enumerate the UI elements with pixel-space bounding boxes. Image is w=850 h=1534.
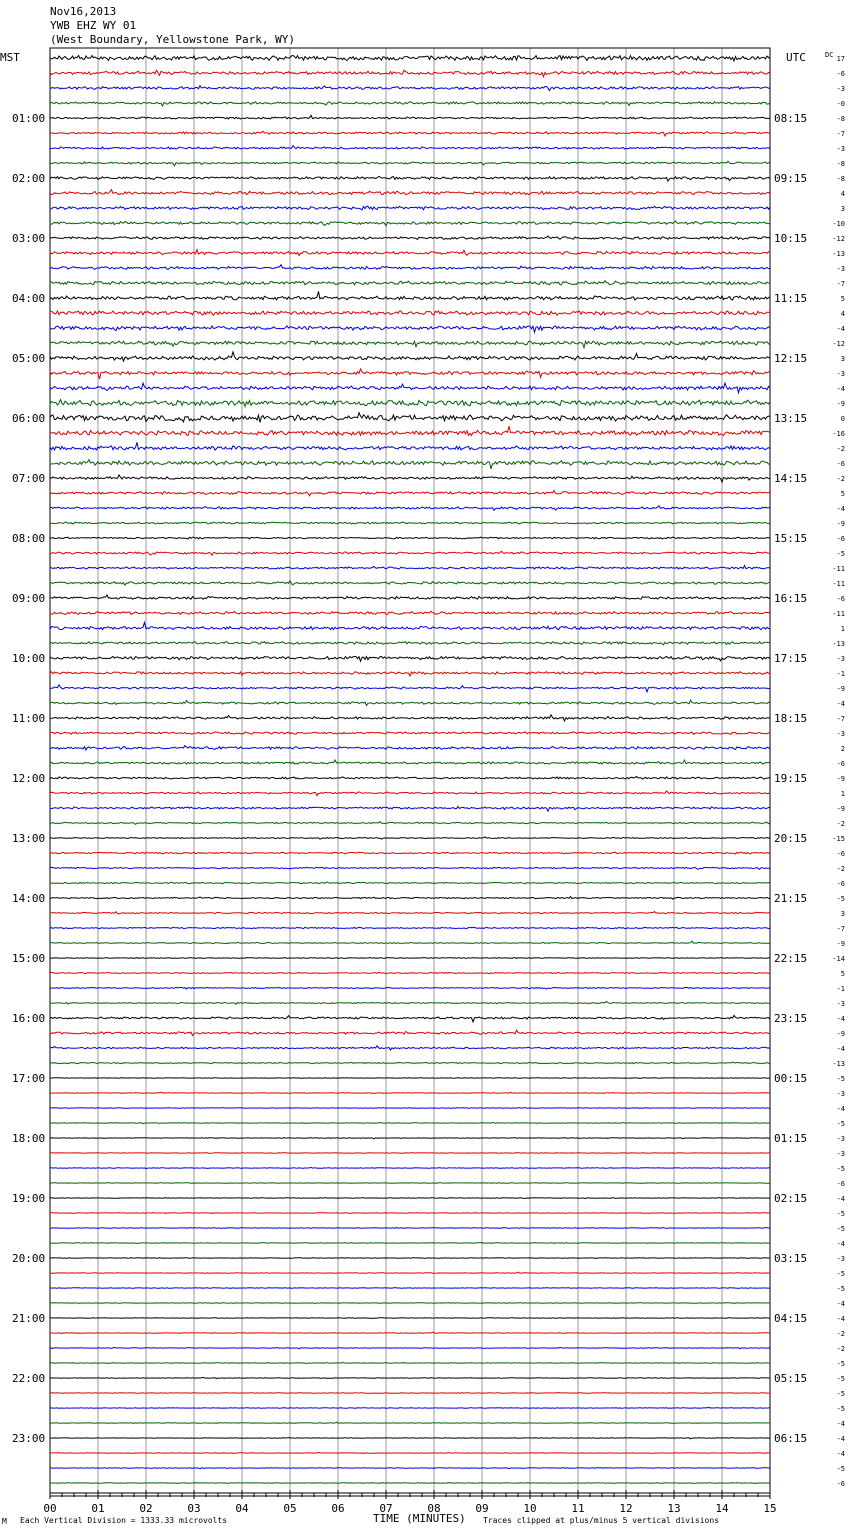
trace-line (50, 1318, 770, 1319)
station-location: (West Boundary, Yellowstone Park, WY) (50, 33, 296, 46)
trace-line (50, 1122, 770, 1123)
right-hour-label: 06:15 (774, 1432, 808, 1445)
dc-offset-label: 3 (840, 910, 845, 918)
trace-line (50, 1362, 770, 1363)
dc-offset-label: -7 (836, 130, 845, 138)
trace-line (50, 1332, 770, 1334)
dc-offset-label: -12 (832, 235, 845, 243)
dc-offset-label: -8 (836, 115, 845, 123)
trace-line (50, 1030, 770, 1035)
trace-line (50, 506, 770, 511)
left-hour-label: 23:00 (12, 1432, 46, 1445)
trace-line (50, 1227, 770, 1228)
left-hour-label: 02:00 (12, 172, 46, 185)
left-hour-label: 18:00 (12, 1132, 46, 1145)
dc-offset-label: -8 (836, 175, 845, 183)
dc-offset-label: -4 (836, 700, 845, 708)
x-tick-label: 01 (91, 1502, 105, 1515)
dc-offset-label: -9 (836, 775, 845, 783)
trace-line (50, 1452, 770, 1453)
dc-offset-label: -4 (836, 1045, 845, 1053)
right-hour-label: 13:15 (774, 412, 808, 425)
trace-line (50, 760, 770, 764)
dc-offset-label: -2 (836, 1330, 845, 1338)
right-hour-label: 02:15 (774, 1192, 808, 1205)
right-hour-label: 03:15 (774, 1252, 808, 1265)
trace-line (50, 281, 770, 285)
dc-offset-label: 1 (840, 790, 845, 798)
dc-offset-label: -3 (836, 1090, 845, 1098)
trace-line (50, 70, 770, 77)
dc-offset-label: 5 (840, 490, 845, 498)
left-hour-label: 07:00 (12, 472, 46, 485)
left-hour-label: 15:00 (12, 952, 46, 965)
trace-line (50, 426, 770, 435)
trace-line (50, 700, 770, 705)
trace-line (50, 837, 770, 839)
dc-offset-label: -10 (832, 220, 845, 228)
dc-offset-label: -11 (832, 565, 845, 573)
right-hour-label: 20:15 (774, 832, 808, 845)
dc-offset-label: -4 (836, 1420, 845, 1428)
trace-line (50, 383, 770, 393)
dc-offset-label: -4 (836, 1105, 845, 1113)
trace-line (50, 972, 770, 973)
dc-offset-label: -5 (836, 1120, 845, 1128)
dc-offset-label: -4 (836, 1195, 845, 1203)
dc-offset-label: -5 (836, 1405, 845, 1413)
trace-line (50, 672, 770, 676)
right-hour-label: 12:15 (774, 352, 808, 365)
dc-offset-label: 5 (840, 970, 845, 978)
dc-header-label: DC (825, 51, 834, 59)
trace-line (50, 115, 770, 119)
trace-line (50, 1288, 770, 1289)
dc-offset-label: -5 (836, 895, 845, 903)
dc-offset-label: -7 (836, 925, 845, 933)
dc-offset-label: 1 (840, 625, 845, 633)
trace-line (50, 958, 770, 959)
trace-line (50, 1015, 770, 1021)
dc-offset-label: -3 (836, 1000, 845, 1008)
trace-line (50, 988, 770, 990)
left-hour-label: 01:00 (12, 112, 46, 125)
left-hour-label: 09:00 (12, 592, 46, 605)
dc-offset-label: 4 (840, 190, 845, 198)
dc-offset-label: -3 (836, 1150, 845, 1158)
trace-line (50, 1483, 770, 1484)
trace-line (50, 1468, 770, 1469)
dc-offset-label: -3 (836, 145, 845, 153)
trace-line (50, 1001, 770, 1004)
clip-note: Traces clipped at plus/minus 5 vertical divisions (483, 1516, 720, 1525)
dc-offset-label: 0 (840, 415, 845, 423)
right-hour-label: 16:15 (774, 592, 808, 605)
right-hour-label: 10:15 (774, 232, 808, 245)
x-tick-label: 04 (235, 1502, 249, 1515)
x-tick-label: 08 (427, 1502, 441, 1515)
station-code: YWB EHZ WY 01 (50, 19, 137, 32)
dc-offset-label: -13 (832, 640, 845, 648)
trace-line (50, 400, 770, 407)
x-tick-label: 13 (667, 1502, 681, 1515)
dc-offset-label: -6 (836, 760, 845, 768)
trace-line (50, 852, 770, 854)
x-tick-label: 06 (331, 1502, 345, 1515)
trace-line (50, 1062, 770, 1064)
left-timezone-label: MST (0, 51, 20, 64)
trace-line (50, 807, 770, 812)
trace-line (50, 341, 770, 348)
dc-offset-label: -3 (836, 265, 845, 273)
right-hour-label: 23:15 (774, 1012, 808, 1025)
dc-offset-label: -6 (836, 1480, 845, 1488)
left-hour-label: 14:00 (12, 892, 46, 905)
dc-offset-label: -5 (836, 1210, 845, 1218)
trace-line (50, 867, 770, 869)
dc-offset-label: -4 (836, 505, 845, 513)
trace-line (50, 1347, 770, 1349)
mst-hour-labels (12, 112, 45, 1445)
trace-line (50, 566, 770, 570)
dc-offset-label: -6 (836, 1180, 845, 1188)
dc-offset-label: -3 (836, 730, 845, 738)
dc-offset-label: -2 (836, 475, 845, 483)
right-hour-label: 05:15 (774, 1372, 808, 1385)
dc-offset-label: -6 (836, 460, 845, 468)
trace-line (50, 1138, 770, 1139)
trace-line (50, 622, 770, 629)
trace-line (50, 369, 770, 379)
minute-grid (50, 48, 770, 1493)
x-tick-label: 09 (475, 1502, 489, 1515)
trace-line (50, 746, 770, 750)
dc-offset-label: -6 (836, 595, 845, 603)
dc-offset-label: -2 (836, 820, 845, 828)
trace-line (50, 1183, 770, 1184)
x-axis-title: TIME (MINUTES) (373, 1512, 466, 1525)
x-tick-label: 07 (379, 1502, 393, 1515)
x-tick-label: 05 (283, 1502, 297, 1515)
plot-frame (50, 48, 770, 1493)
scale-note: Each Vertical Division = 1333.33 microvolts (20, 1516, 228, 1525)
trace-line (50, 581, 770, 586)
trace-line (50, 460, 770, 469)
dc-offset-label: -5 (836, 1390, 845, 1398)
trace-line (50, 732, 770, 735)
trace-line (50, 656, 770, 661)
trace-line (50, 1213, 770, 1214)
trace-line (50, 1258, 770, 1259)
dc-offset-label: 17 (836, 55, 845, 63)
dc-offset-label: 4 (840, 310, 845, 318)
right-hour-label: 01:15 (774, 1132, 808, 1145)
trace-line (50, 413, 770, 423)
dc-offset-label: -7 (836, 715, 845, 723)
dc-offset-label: -4 (836, 325, 845, 333)
trace-line (50, 326, 770, 332)
trace-line (50, 1046, 770, 1050)
trace-line (50, 882, 770, 884)
left-hour-label: 20:00 (12, 1252, 46, 1265)
trace-line (50, 522, 770, 524)
left-hour-label: 16:00 (12, 1012, 46, 1025)
dc-offset-label: -6 (836, 850, 845, 858)
trace-line (50, 161, 770, 166)
x-tick-label: 10 (523, 1502, 537, 1515)
x-tick-label: 02 (139, 1502, 153, 1515)
trace-line (50, 822, 770, 825)
x-tick-label: 15 (763, 1502, 777, 1515)
dc-offset-label: -4 (836, 1240, 845, 1248)
right-hour-label: 11:15 (774, 292, 808, 305)
trace-line (50, 442, 770, 450)
dc-offset-label: -5 (836, 1075, 845, 1083)
trace-line (50, 190, 770, 195)
trace-line (50, 1377, 770, 1378)
dc-offset-label: -4 (836, 1015, 845, 1023)
dc-offset-label: -4 (836, 1450, 845, 1458)
left-hour-label: 17:00 (12, 1072, 46, 1085)
dc-offset-label: -13 (832, 1060, 845, 1068)
trace-line (50, 131, 770, 136)
dc-offset-label: -5 (836, 550, 845, 558)
dc-offset-label: -13 (832, 250, 845, 258)
left-hour-label: 06:00 (12, 412, 46, 425)
trace-line (50, 221, 770, 226)
dc-offset-label: -8 (836, 160, 845, 168)
left-hour-label: 22:00 (12, 1372, 46, 1385)
right-hour-label: 22:15 (774, 952, 808, 965)
dc-offset-label: -9 (836, 520, 845, 528)
dc-offset-label: -2 (836, 1345, 845, 1353)
dc-offset-label: -5 (836, 1225, 845, 1233)
trace-line (50, 291, 770, 300)
trace-line (50, 250, 770, 256)
trace-line (50, 1407, 770, 1408)
dc-offset-label: 3 (840, 205, 845, 213)
dc-offset-label: -3 (836, 655, 845, 663)
trace-line (50, 1092, 770, 1093)
left-hour-label: 13:00 (12, 832, 46, 845)
dc-offset-label: -0 (836, 100, 845, 108)
left-hour-label: 19:00 (12, 1192, 46, 1205)
dc-offset-label: -9 (836, 805, 845, 813)
trace-line (50, 206, 770, 210)
dc-offset-label: -6 (836, 70, 845, 78)
dc-offset-label: -9 (836, 685, 845, 693)
trace-line (50, 236, 770, 239)
left-hour-label: 10:00 (12, 652, 46, 665)
right-hour-label: 04:15 (774, 1312, 808, 1325)
left-hour-label: 12:00 (12, 772, 46, 785)
trace-line (50, 311, 770, 315)
trace-line (50, 642, 770, 645)
dc-offset-label: -3 (836, 1255, 845, 1263)
dc-offset-labels (832, 55, 845, 1488)
trace-line (50, 1438, 770, 1439)
right-hour-label: 21:15 (774, 892, 808, 905)
dc-offset-label: -9 (836, 400, 845, 408)
trace-line (50, 86, 770, 91)
dc-offset-label: 3 (840, 355, 845, 363)
trace-line (50, 776, 770, 779)
dc-offset-label: -1 (836, 985, 845, 993)
dc-offset-label: -15 (832, 835, 845, 843)
dc-offset-label: -4 (836, 385, 845, 393)
trace-line (50, 55, 770, 61)
x-tick-label: 14 (715, 1502, 729, 1515)
right-hour-label: 08:15 (774, 112, 808, 125)
dc-offset-label: -4 (836, 1315, 845, 1323)
right-hour-label: 15:15 (774, 532, 808, 545)
dc-offset-label: -11 (832, 580, 845, 588)
dc-offset-label: -6 (836, 535, 845, 543)
trace-line (50, 1078, 770, 1079)
left-hour-label: 03:00 (12, 232, 46, 245)
dc-offset-label: -6 (836, 880, 845, 888)
dc-offset-label: -4 (836, 1300, 845, 1308)
trace-line (50, 1393, 770, 1394)
dc-offset-label: -5 (836, 1360, 845, 1368)
x-tick-label: 03 (187, 1502, 201, 1515)
dc-offset-label: 2 (840, 745, 845, 753)
trace-line (50, 791, 770, 796)
trace-line (50, 352, 770, 361)
dc-offset-label: -5 (836, 1465, 845, 1473)
trace-line (50, 715, 770, 721)
dc-offset-label: -5 (836, 1285, 845, 1293)
trace-line (50, 1108, 770, 1109)
trace-line (50, 475, 770, 482)
trace-line (50, 537, 770, 539)
dc-offset-label: -9 (836, 1030, 845, 1038)
trace-line (50, 897, 770, 900)
dc-offset-label: -5 (836, 1270, 845, 1278)
trace-line (50, 102, 770, 106)
trace-line (50, 927, 770, 929)
trace-line (50, 1153, 770, 1154)
dc-offset-label: -1 (836, 670, 845, 678)
utc-hour-labels (774, 112, 807, 1445)
trace-line (50, 685, 770, 692)
right-hour-label: 18:15 (774, 712, 808, 725)
trace-line (50, 265, 770, 270)
trace-line (50, 1422, 770, 1423)
right-timezone-label: UTC (786, 51, 806, 64)
right-hour-label: 00:15 (774, 1072, 808, 1085)
left-hour-label: 04:00 (12, 292, 46, 305)
x-tick-label: 11 (571, 1502, 585, 1515)
dc-offset-label: -7 (836, 280, 845, 288)
right-hour-label: 19:15 (774, 772, 808, 785)
trace-line (50, 1242, 770, 1243)
trace-line (50, 611, 770, 614)
dc-offset-label: -12 (832, 340, 845, 348)
dc-offset-label: 5 (840, 295, 845, 303)
dc-offset-label: -14 (832, 955, 845, 963)
left-hour-label: 08:00 (12, 532, 46, 545)
left-hour-label: 11:00 (12, 712, 46, 725)
trace-line (50, 177, 770, 182)
dc-offset-label: -2 (836, 445, 845, 453)
trace-line (50, 551, 770, 555)
dc-offset-label: -3 (836, 85, 845, 93)
right-hour-label: 14:15 (774, 472, 808, 485)
dc-offset-label: -16 (832, 430, 845, 438)
left-hour-label: 21:00 (12, 1312, 46, 1325)
trace-line (50, 1303, 770, 1304)
trace-line (50, 595, 770, 599)
trace-line (50, 1198, 770, 1199)
logo-mark: M (2, 1517, 7, 1526)
dc-offset-label: -4 (836, 1435, 845, 1443)
trace-line (50, 1167, 770, 1168)
dc-offset-label: -5 (836, 1375, 845, 1383)
right-hour-label: 17:15 (774, 652, 808, 665)
dc-offset-label: -5 (836, 1165, 845, 1173)
dc-offset-label: -3 (836, 1135, 845, 1143)
dc-offset-label: -11 (832, 610, 845, 618)
trace-line (50, 912, 770, 915)
x-tick-label: 00 (43, 1502, 57, 1515)
plot-date: Nov16,2013 (50, 5, 117, 18)
left-hour-label: 05:00 (12, 352, 46, 365)
trace-line (50, 490, 770, 496)
dc-offset-label: -9 (836, 940, 845, 948)
seismic-traces (50, 55, 770, 1483)
trace-line (50, 146, 770, 150)
trace-line (50, 1272, 770, 1273)
dc-offset-label: -2 (836, 865, 845, 873)
right-hour-label: 09:15 (774, 172, 808, 185)
dc-offset-label: -3 (836, 370, 845, 378)
x-tick-label: 12 (619, 1502, 633, 1515)
trace-line (50, 941, 770, 944)
